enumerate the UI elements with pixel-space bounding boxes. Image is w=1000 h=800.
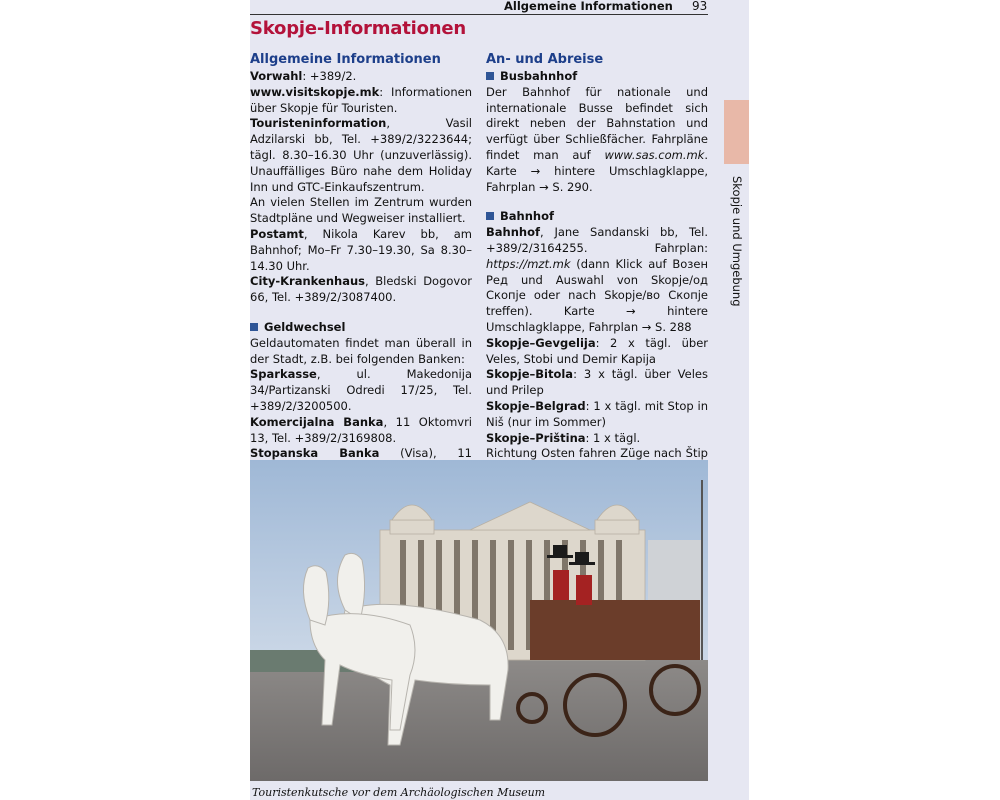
entry-sparkasse: Sparkasse, ul. Makedonija 34/Partizanski Odredi 17/25, Tel. +389/2/3200500. <box>250 367 472 413</box>
photo-horse-carriage-museum <box>250 460 708 781</box>
header-rule <box>250 14 708 15</box>
chapter-tab <box>724 100 749 164</box>
heading-busbahnhof: Busbahnhof <box>486 69 708 85</box>
left-column <box>250 52 472 478</box>
entry-touristeninformation: Touristeninformation, Vasil Adzilarski bb, Tel. +389/2/3223644; tägl. 8.30–16.30 Uhr (unzuverlässig). Unauffälliges Büro nahe dem Holiday Inn und GTC-Einkaufszentrum. <box>250 116 472 194</box>
route-pristina: Skopje–Priština: 1 x tägl. <box>486 430 641 445</box>
route-gevgelija: Skopje–Gevgelija: 2 x tägl. über Veles, Stobi und Demir Kapija <box>486 335 708 366</box>
right-column <box>486 52 708 478</box>
square-bullet-icon <box>250 323 258 331</box>
page-number: 93 <box>692 0 708 13</box>
entry-website: www.visitskopje.mk: Informationen über Skopje für Touristen. <box>250 84 472 115</box>
entry-busbahnhof: Der Bahnhof für nationale und internationale Busse befindet sich direkt neben der Bahnstation und verfügt über Schließfächer. Fahrpläne findet man auf www.sas.com.mk. Karte → hintere Umschlagklappe, Fahrplan → S. 290. <box>486 84 708 194</box>
entry-osten: Richtung Osten fahren Züge nach Štip <box>486 446 708 461</box>
square-bullet-icon <box>486 212 494 220</box>
page-title: Skopje-Informationen <box>250 18 467 39</box>
photo-caption: Touristenkutsche vor dem Archäologischen Museum <box>252 786 546 799</box>
bus-schedule-link: www.sas.com.mk <box>604 147 705 162</box>
entry-bahnhof: Bahnhof, Jane Sandanski bb, Tel. +389/2/3164255. Fahrplan: https://mzt.mk (dann Klick auf Возен Ред und Auswahl von Skopje/од Скопје oder nach Skopje/во Скопје treffen). Karte → hintere Umschlagklappe, Fahrplan → S. 288 <box>486 225 708 334</box>
heading-allgemeine-informationen: Allgemeine Informationen <box>250 52 441 67</box>
header-section-title: Allgemeine Informationen <box>504 0 673 13</box>
chapter-side-label: Skopje und Umgebung <box>730 176 744 307</box>
square-bullet-icon <box>486 72 494 80</box>
heading-geldwechsel: Geldwechsel <box>250 320 472 336</box>
entry-postamt: Postamt, Nikola Karev bb, am Bahnhof; Mo–Fr 7.30–19.30, Sa 8.30–14.30 Uhr. <box>250 226 472 273</box>
route-belgrad: Skopje–Belgrad: 1 x tägl. mit Stop in Niš (nur im Sommer) <box>486 398 708 429</box>
route-bitola: Skopje–Bitola: 3 x tägl. über Veles und Prilep <box>486 367 708 398</box>
book-page <box>250 0 749 800</box>
heading-an-und-abreise: An- und Abreise <box>486 52 604 67</box>
entry-krankenhaus: City-Krankenhaus, Bledski Dogovor 66, Tel. +389/2/3087400. <box>250 274 472 305</box>
entry-stopanska: Stopanska Banka (Visa), 11 <box>250 446 472 461</box>
entry-geld-intro: Geldautomaten findet man überall in der Stadt, z.B. bei folgenden Banken: <box>250 335 472 366</box>
train-schedule-link: https://mzt.mk <box>486 256 571 271</box>
entry-komercijalna: Komercijalna Banka, 11 Oktomvri 13, Tel. +389/2/3169808. <box>250 414 472 445</box>
entry-vorwahl: Vorwahl: +389/2. <box>250 69 357 83</box>
heading-bahnhof: Bahnhof <box>486 209 708 225</box>
entry-stadtplaene: An vielen Stellen im Zentrum wurden Stadtpläne und Wegweiser installiert. <box>250 195 472 226</box>
running-header <box>250 0 749 14</box>
